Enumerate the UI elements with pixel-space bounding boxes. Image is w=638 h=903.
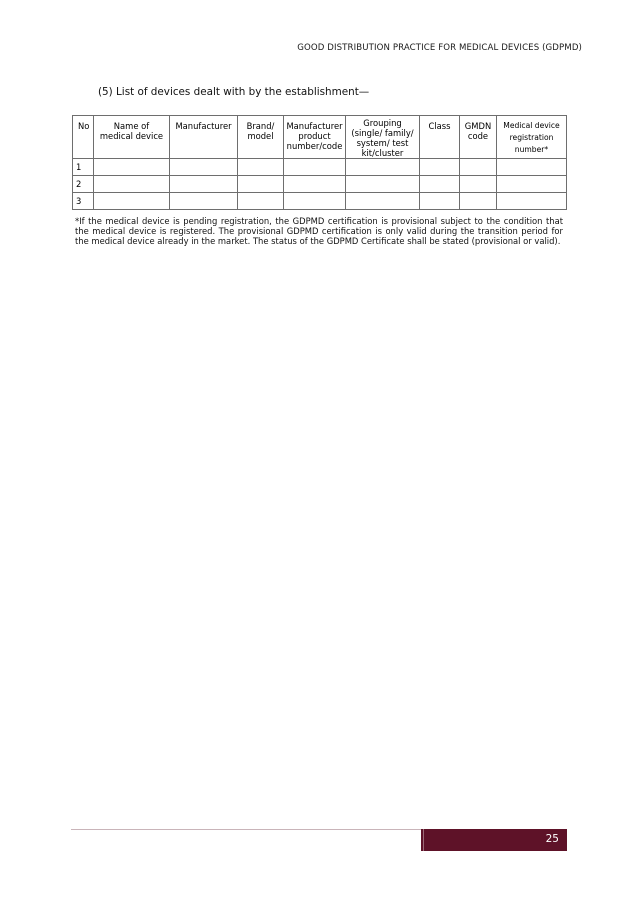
table-row [73,159,567,176]
cell-grouping [346,159,420,176]
cell-class [420,193,460,210]
page-tab-divider [423,829,424,851]
cell-brand-model [238,176,284,193]
cell-class [420,159,460,176]
cell-manufacturer [170,159,238,176]
col-header-registration-number: Medical device registration number* [497,116,567,159]
col-header-device-name: Name of medical device [94,116,170,159]
table-row [73,176,567,193]
cell-gmdn-code [460,176,497,193]
cell-manufacturer [170,176,238,193]
cell-gmdn-code [460,159,497,176]
running-header: GOOD DISTRIBUTION PRACTICE FOR MEDICAL DEVICES (GDPMD) [297,43,582,53]
col-header-manufacturer: Manufacturer [170,116,238,159]
cell-device-name [94,159,170,176]
cell-grouping [346,176,420,193]
row-number: 3 [73,193,94,210]
cell-device-name [94,193,170,210]
col-header-gmdn-code: GMDN code [460,116,497,159]
cell-brand-model [238,159,284,176]
page-number: 25 [545,833,559,845]
table-header-row [73,116,567,159]
cell-class [420,176,460,193]
col-header-class: Class [420,116,460,159]
cell-registration-number [497,193,567,210]
cell-product-number [284,159,346,176]
page-number-tab [421,829,567,851]
col-header-no: No [73,116,94,159]
cell-manufacturer [170,193,238,210]
cell-registration-number [497,176,567,193]
row-number: 2 [73,176,94,193]
cell-product-number [284,193,346,210]
cell-device-name [94,176,170,193]
footer-rule [71,829,421,830]
col-header-product-number: Manufacturer product number/code [284,116,346,159]
row-number: 1 [73,159,94,176]
cell-gmdn-code [460,193,497,210]
footnote: *If the medical device is pending registration, the GDPMD certification is provisional subject to the condition that the medical device is registered. The provisional GDPMD certification is only valid during the transition period for the medical device already in the market. The status of the GDPMD Certificate shall be stated (provisional or valid). [75,216,563,247]
cell-brand-model [238,193,284,210]
cell-registration-number [497,159,567,176]
devices-table [72,115,567,210]
section-heading: (5) List of devices dealt with by the establishment— [98,86,370,98]
col-header-grouping: Grouping (single/ family/ system/ test kit/cluster [346,116,420,159]
col-header-brand-model: Brand/ model [238,116,284,159]
cell-product-number [284,176,346,193]
cell-grouping [346,193,420,210]
table-row [73,193,567,210]
